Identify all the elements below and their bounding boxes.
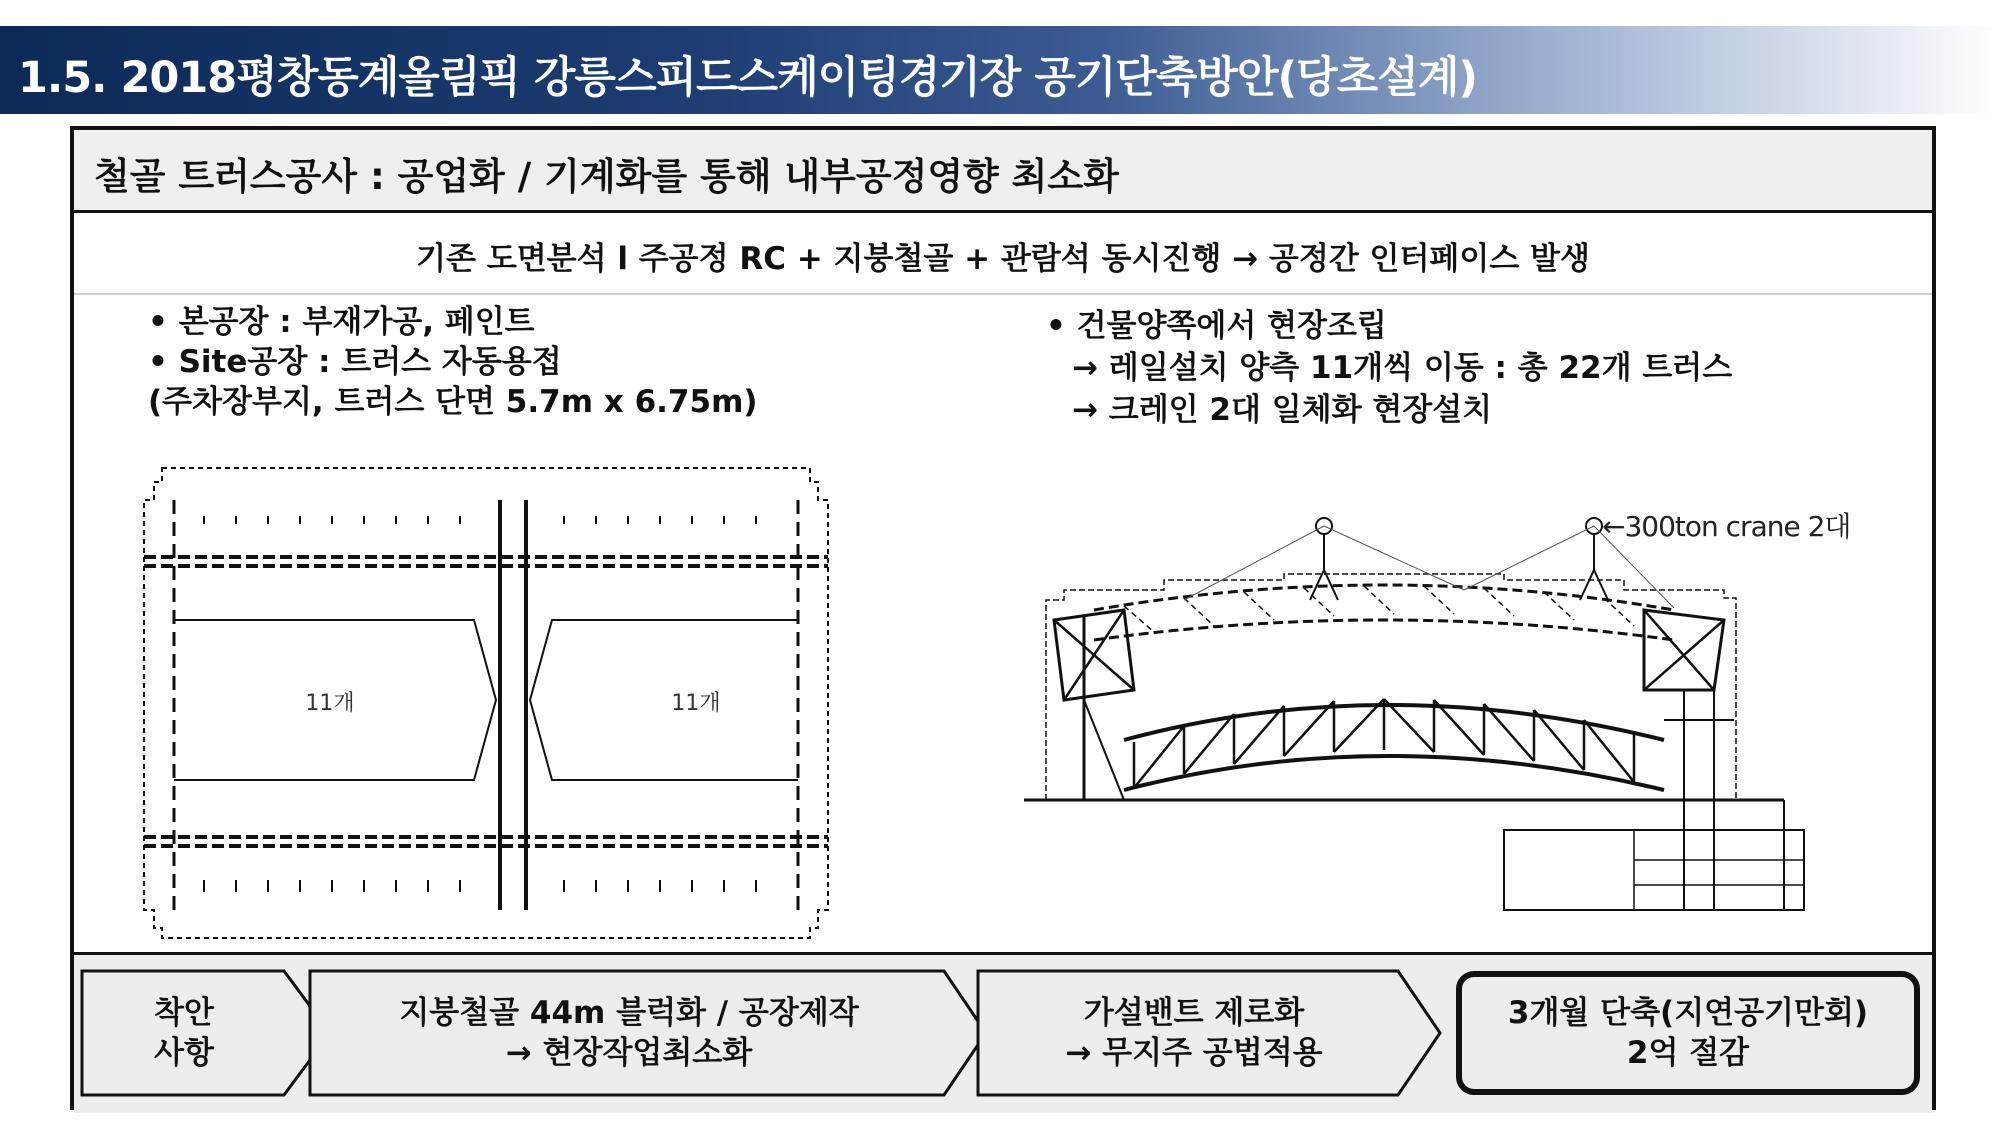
box2-line-1: 가설밴트 제로화	[1083, 995, 1305, 1031]
analysis-text: 기존 도면분석 l 주공정 RC + 지붕철골 + 관람석 동시진행 → 공정간 인터페이스 발생	[416, 241, 1590, 277]
result-line-1: 3개월 단축(지연공기만회)	[1507, 995, 1869, 1031]
left-bullet-3: (주차장부지, 트러스 단면 5.7m x 6.75m)	[148, 384, 758, 420]
header-text: 철골 트러스공사 : 공업화 / 기계화를 통해 내부공정영향 최소화	[94, 155, 1119, 198]
result-box	[1456, 971, 1920, 1095]
considerations-label	[94, 993, 274, 1073]
result-line-2: 2억 절감	[1626, 1035, 1750, 1071]
box1-line-1: 지붕철골 44m 블럭화 / 공장제작	[399, 995, 859, 1031]
box2-text	[994, 993, 1394, 1073]
right-bullet-3: → 크레인 2대 일체화 현장설치	[1072, 392, 1493, 428]
analysis-row	[74, 213, 1932, 295]
plan-left-count: 11개	[305, 691, 355, 716]
result-text	[1462, 993, 1914, 1073]
right-bullet-2: → 레일설치 양측 11개씩 이동 : 총 22개 트러스	[1072, 350, 1733, 386]
box2-line-2: → 무지주 공법적용	[1065, 1035, 1323, 1071]
box1-text	[324, 993, 934, 1073]
page-title: 1.5. 2018평창동계올림픽 강릉스피드스케이팅경기장 공기단축방안(당초설계)	[18, 53, 1478, 103]
truss-section-diagram	[1024, 490, 1904, 930]
left-bullet-1: • 본공장 : 부재가공, 페인트	[148, 304, 535, 340]
content-frame	[70, 126, 1936, 1110]
crane-label: ←300ton crane 2대	[1602, 510, 1851, 543]
header-row	[74, 130, 1932, 213]
box1-line-2: → 현장작업최소화	[505, 1035, 753, 1071]
left-bullet-2: • Site공장 : 트러스 자동용접	[148, 344, 562, 380]
right-bullet-1: • 건물양쪽에서 현장조립	[1046, 308, 1387, 344]
title-bar	[0, 26, 2000, 114]
bottom-row	[74, 952, 1932, 1113]
plan-right-count: 11개	[671, 691, 721, 716]
label-line-1: 착안	[154, 995, 214, 1031]
truss-plan-diagram	[134, 460, 894, 940]
label-line-2: 사항	[154, 1035, 214, 1071]
